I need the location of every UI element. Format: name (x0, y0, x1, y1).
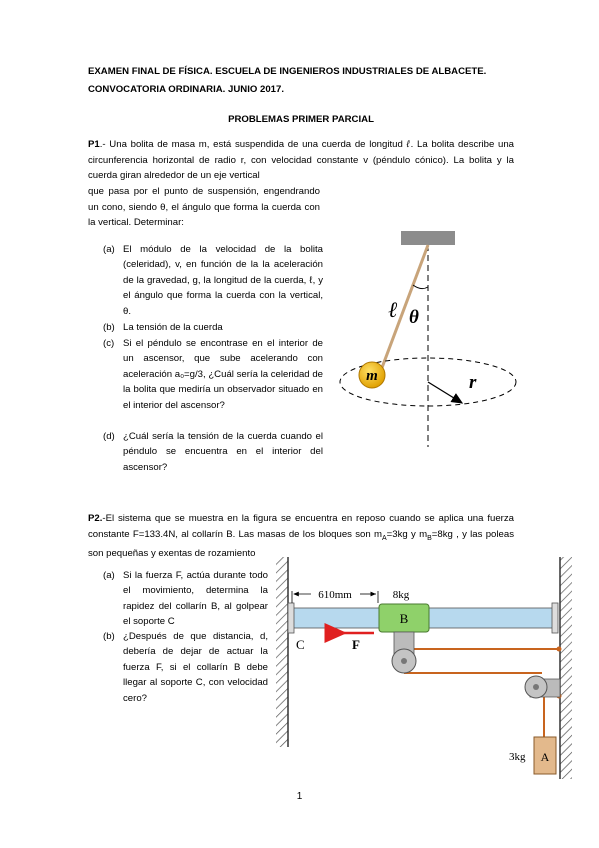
length-label: ℓ (388, 297, 398, 322)
mass-a-label: 3kg (509, 751, 526, 763)
p2-intro: P2.-El sistema que se muestra en la figura se encuentra en reposo cuando se aplica una fuerza constante F=133.4N, al collarín B. Las masas de los bloques son $m_A=3kg$ y $m_B=8kg$ , y las poleas son pequeñas y exentas de rozamiento (88, 513, 514, 559)
collar-b-label: B (399, 611, 409, 626)
p1-item-a: (a) El módulo de la velocidad de la bolita (celeridad), v, en función de la la aceleración de la gravedad, g, la longitud de la cuerda, ℓ, y el ángulo que forma la cuerda con la vertical, θ. (103, 244, 323, 317)
section-title: PROBLEMAS PRIMER PARCIAL (228, 114, 374, 125)
p1-intro-cont: que pasa por el punto de suspensión, engendrando un cono, siendo θ, el ángulo que forma la cuerda con la vertical. Determinar: (88, 186, 320, 228)
right-wall-hatch (560, 557, 572, 779)
mass-b-label: 8kg (392, 589, 410, 601)
support-c-label: C (296, 637, 305, 652)
force-label: F (352, 637, 360, 652)
angle-arc (413, 285, 428, 289)
collar-pulley-axle (401, 658, 407, 664)
distance-label: 610mm (318, 589, 352, 601)
p2-item-b: (b) ¿Después de que distancia, d, debería de dejar de actuar la fuerza F, si el collarín B debe llegar al soporte C, con velocidad cero? (103, 631, 268, 704)
right-support (552, 603, 558, 633)
pulley-system-figure (270, 553, 580, 781)
exam-header-line1: EXAMEN FINAL DE FÍSICA. ESCUELA DE INGENIEROS INDUSTRIALES DE ALBACETE. (88, 66, 487, 77)
ceiling-support (401, 231, 455, 245)
wall-pulley-axle (533, 684, 539, 690)
anchor-top (557, 647, 562, 652)
left-wall-hatch (276, 557, 288, 747)
p1-intro: P1.- Una bolita de masa m, está suspendida de una cuerda de longitud ℓ. La bolita describe una circunferencia horizontal de radio r, con velocidad constante v (péndulo cónico). La bolita y la cuerda giran alrededor de un eje vertical (88, 139, 514, 181)
page-number: 1 (296, 791, 303, 802)
theta-label: θ (409, 307, 419, 328)
block-a-label: A (540, 750, 550, 764)
p1-item-d: (d) ¿Cuál sería la tensión de la cuerda cuando el péndulo se encuentra en el interior del ascensor? (103, 431, 323, 473)
mass-label: m (366, 368, 378, 384)
radius-label: r (469, 372, 477, 393)
support-c (288, 603, 294, 633)
conical-pendulum-figure (325, 225, 525, 450)
radius-arrow (428, 382, 462, 403)
p2-item-a: (a) Si la fuerza F, actúa durante todo el movimiento, determina la rapidez del collarín B, al golpear el soporte C (103, 570, 268, 628)
p1-item-b: (b) La tensión de la cuerda (103, 322, 223, 333)
exam-header-line2: CONVOCATORIA ORDINARIA. JUNIO 2017. (88, 84, 284, 95)
p1-label: P1 (88, 139, 100, 150)
p1-item-c: (c) Si el péndulo se encontrase en el interior de un ascensor, que sube acelerando con aceleración a₀=g/3, ¿Cuál sería la celeridad de la bolita que mediría un observador situado en el interior del ascensor? (103, 338, 323, 411)
p2-label: P2. (88, 513, 103, 524)
